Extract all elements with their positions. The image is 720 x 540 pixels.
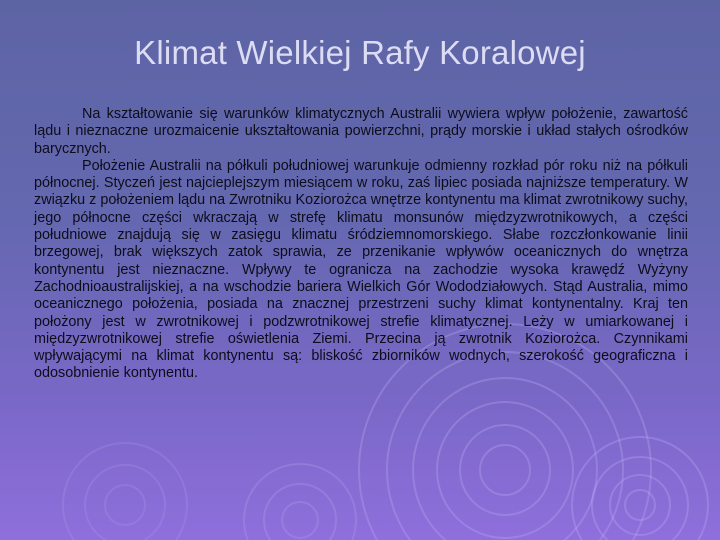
slide-body bbox=[34, 106, 688, 383]
slide-title: Klimat Wielkiej Rafy Koralowej bbox=[134, 34, 586, 71]
paragraph-2: Położenie Australii na półkuli południowej warunkuje odmienny rozkład pór roku niż na półkuli północnej. Styczeń jest najcieplejszym miesiącem w roku, zaś lipiec posiada najniższe temperatury. W związku z położeniem lądu na Zwrotniku Koziorożca wnętrze kontynentu ma klimat zwrotnikowy suchy, jego północne części wkraczają w strefę klimatu monsunów międzyzwrotnikowych, a części południowe znajdują się w zasięgu klimatu śródziemnomorskiego. Słabe rozczłonkowanie linii brzegowej, brak większych zatok sprawia, ze przenikanie wpływów oceanicznych do wnętrza kontynentu jest nieznaczne. Wpływy te ogranicza na zachodzie wysoka krawędź Wyżyny Zachodnioaustralijskiej, a na wschodzie bariera Wielkich Gór Wododziałowych. Stąd Australia, mimo oceanicznego położenia, posiada na znacznej przestrzeni suchy klimat kontynentalny. Kraj ten położony jest w zwrotnikowej i podzwrotnikowej strefie klimatycznej. Leży w umiarkowanej i międzyzwrotnikowej strefie oświetlenia Ziemi. Przecina ją zwrotnik Koziorożca. Czynnikami wpływającymi na klimat kontynentu są: bliskość zbiorników wodnych, szerokość geograficzna i odosobnienie kontynentu. bbox=[34, 157, 688, 382]
paragraph-1: Na kształtowanie się warunków klimatycznych Australii wywiera wpływ położenie, zawartość lądu i nieznaczne urozmaicenie ukształtowania powierzchni, prądy morskie i układ stałych ośrodków barycznych. bbox=[34, 106, 688, 157]
